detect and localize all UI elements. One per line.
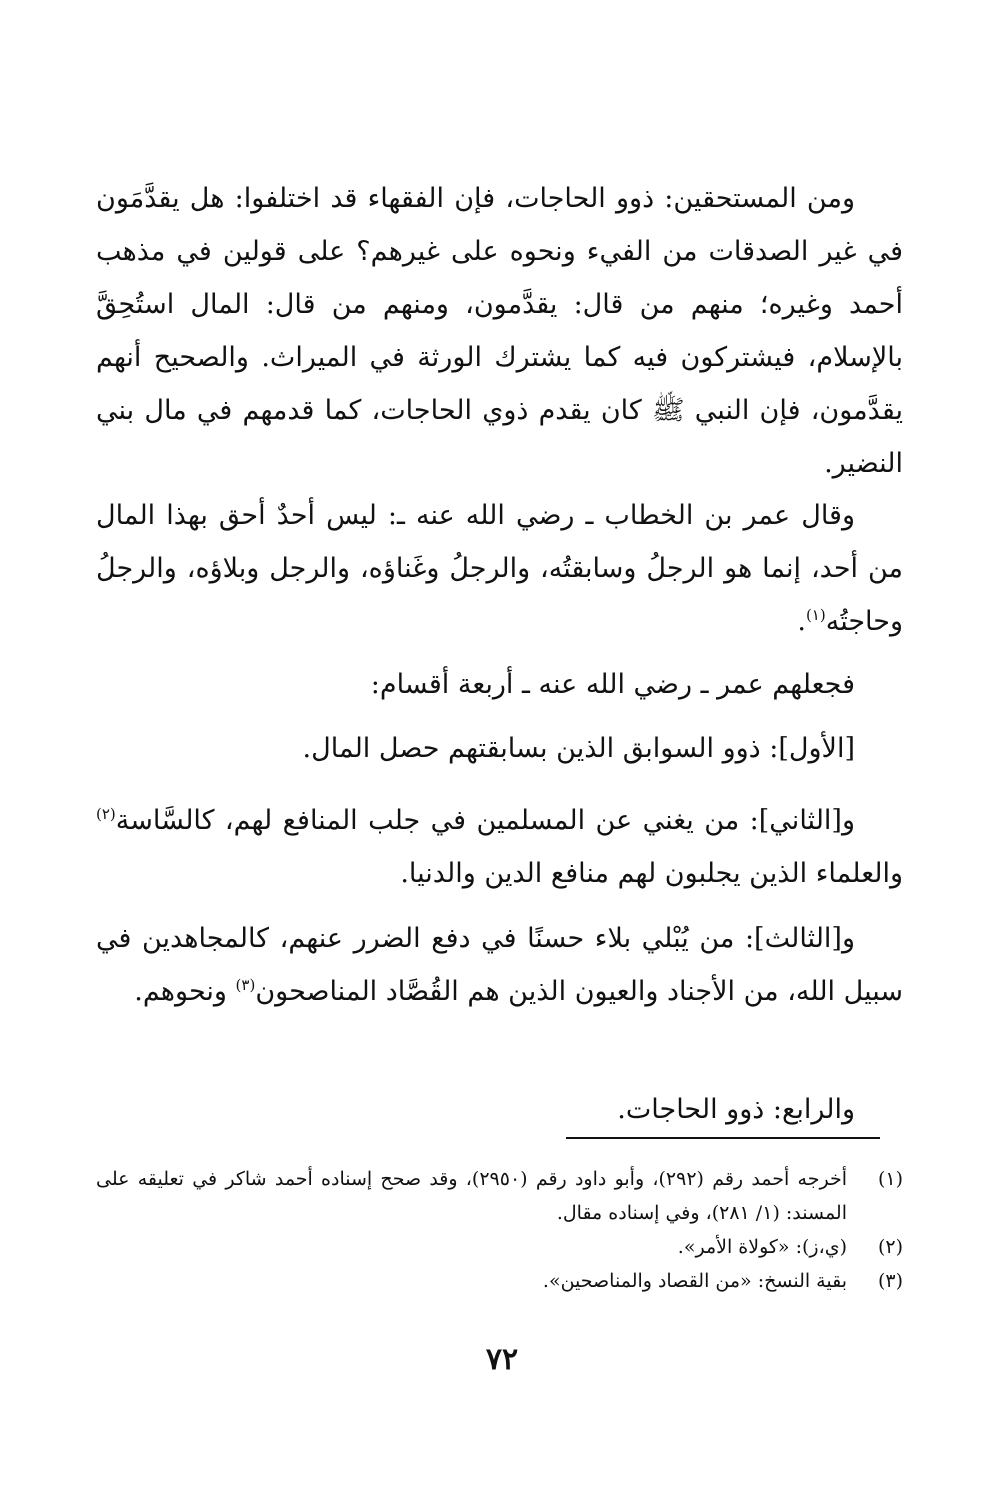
footnote-number: (٢) xyxy=(877,1236,903,1258)
footnote-3 xyxy=(96,1264,903,1298)
paragraph-umar-saying xyxy=(96,489,903,648)
paragraph-text: وقال عمر بن الخطاب ـ رضي الله عنه ـ: ليس أحدٌ أحق بهذا المال من أحد، إنما هو الرجلُ وسابقتُه، والرجلُ وغَناؤه، والرجل وبلاؤه، والرجلُ وحاجتُه xyxy=(96,500,903,637)
footnote-text: أخرجه أحمد رقم (٢٩٢)، وأبو داود رقم (٢٩٥٠)، وقد صحح إسناده أحمد شاكر في تعليقه على المسند: (١/ ٢٨١)، وفي إسناده مقال. xyxy=(96,1168,847,1224)
paragraph-second-category xyxy=(96,794,903,900)
footnote-divider xyxy=(566,1137,880,1139)
footnote-text: (ي،ز): «كولاة الأمر». xyxy=(677,1236,847,1258)
footnote-ref-2: (٢) xyxy=(96,805,116,823)
paragraph-first-category: [الأول]: ذوو السوابق الذين بسابقتهم حصل المال. xyxy=(302,733,855,764)
paragraph-text: و[الثالث]: من يُبْلي بلاء حسنًا في دفع الضرر عنهم، كالمجاهدين في سبيل الله، من الأجناد والعيون الذين هم القُصَّاد المناصحون xyxy=(96,923,903,1007)
footnotes-section xyxy=(96,1162,903,1298)
paragraph-needy-recipients: ومن المستحقين: ذوو الحاجات، فإن الفقهاء قد اختلفوا: هل يقدَّمَون في غير الصدقات من الفيء ونحوه على غيرهم؟ على قولين في مذهب أحمد وغيره؛ منهم من قال: يقدَّمون، ومنهم من قال: المال استُحِقَّ بالإسلام، فيشتركون فيه كما يشترك الورثة في الميراث. والصحيح أنهم يقدَّمون، فإن النبي ﷺ كان يقدم ذوي الحاجات، كما قدمهم في مال بني النضير. xyxy=(96,183,903,479)
footnote-ref-1: (١) xyxy=(805,606,826,624)
paragraph-fourth-category: والرابع: ذوو الحاجات. xyxy=(617,1094,855,1125)
footnote-text: بقية النسخ: «من القصاد والمناصحين». xyxy=(542,1270,847,1292)
paragraph-end: . xyxy=(797,606,806,637)
paragraph-four-categories: فجعلهم عمر ـ رضي الله عنه ـ أربعة أقسام: xyxy=(370,669,855,700)
paragraph-third-category xyxy=(96,912,903,1018)
footnote-number: (١) xyxy=(877,1168,903,1190)
page-number: ٧٢ xyxy=(485,1342,519,1377)
footnote-ref-3: (٣) xyxy=(235,976,256,994)
footnote-1 xyxy=(96,1162,903,1230)
paragraph-end: والعلماء الذين يجلبون لهم منافع الدين والدنيا. xyxy=(400,858,903,889)
paragraph-end: ونحوهم. xyxy=(134,976,236,1007)
footnote-number: (٣) xyxy=(877,1270,903,1292)
footnote-2 xyxy=(96,1230,903,1264)
paragraph-text: و[الثاني]: من يغني عن المسلمين في جلب المنافع لهم، كالسَّاسة xyxy=(115,805,855,836)
